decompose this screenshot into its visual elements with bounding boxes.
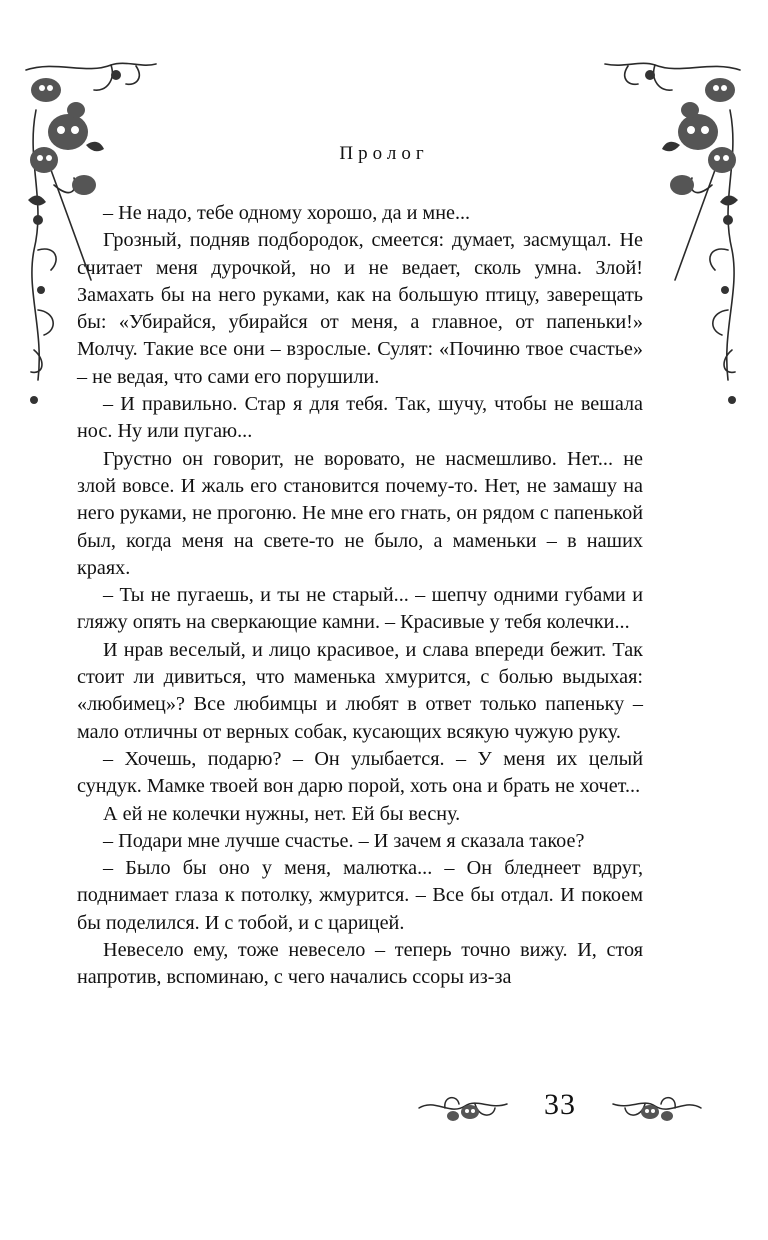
- paragraph: Грустно он говорит, не воровато, не насмешливо. Нет... не злой вовсе. И жаль его становится почему-то. Нет, не замашу на него руками, не прогоню. Не мне его гнать, он рядом с папенькой был, когда меня на свете-то не было, а маменьки – в наших краях.: [77, 447, 643, 579]
- paragraph: – Подари мне лучше счастье. – И зачем я сказала такое?: [103, 829, 585, 852]
- paragraph: – И правильно. Стар я для тебя. Так, шучу, чтобы не вешала нос. Ну или пугаю...: [77, 393, 643, 443]
- paragraph: – Хочешь, подарю? – Он улыбается. – У меня их целый сундук. Мамке твоей вон дарю порой, хоть она и брать не хочет...: [77, 747, 643, 798]
- paragraph: И нрав веселый, и лицо красивое, и слава впереди бежит. Так стоит ли дивиться, что маменька хмурится, с болью выдыхая: «любимец»? Все любимцы и любят в ответ только папеньку – мало отличны от верных собак, кусающих всякую чужую руку.: [77, 638, 643, 743]
- paragraph: А ей не колечки нужны, нет. Ей бы весну.: [103, 802, 461, 825]
- paragraph: – Было бы оно у меня, малютка... – Он бледнеет вдруг, поднимает глаза к потолку, жмурится. – Все бы отдал. И покоем бы поделился. И с тобой, и с царицей.: [77, 857, 643, 934]
- paragraph: Грозный, подняв подбородок, смеется: думает, засмущал. Не считает меня дурочкой, но и не ведает, сколь умна. Злой! Замахать бы на него руками, как на большую птицу, заверещать бы: «Убирайся, убирайся от меня, а главное, от папеньки!» Молчу. Такие все они – взрослые. Сулят: «Починю твое счастье» – не ведая, что сами его порушили.: [77, 229, 643, 388]
- paragraph: Невесело ему, тоже невесело – теперь точно вижу. И, стоя напротив, вспоминаю, с чего начались ссоры из-за: [77, 939, 643, 989]
- paragraph: – Ты не пугаешь, и ты не старый... – шепчу одними губами и гляжу опять на сверкающие камни. – Красивые у тебя колечки...: [77, 584, 643, 634]
- vine-flourish-ornament-right: [610, 1090, 705, 1130]
- paragraph: – Не надо, тебе одному хорошо, да и мне...: [103, 202, 471, 224]
- body-text: [77, 200, 643, 992]
- page-number: 33: [544, 1088, 576, 1121]
- vine-flourish-ornament-left: [415, 1090, 510, 1130]
- chapter-heading: Пролог: [339, 143, 429, 164]
- page-footer: [415, 1078, 705, 1138]
